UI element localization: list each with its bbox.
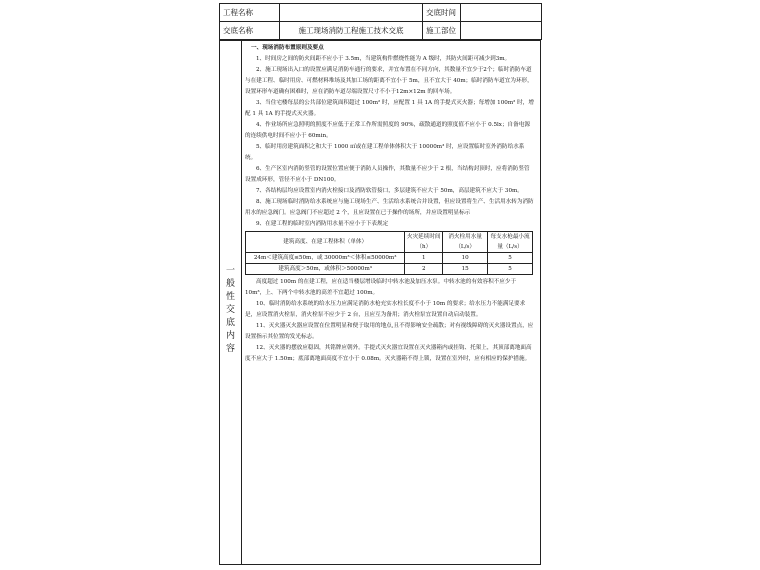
table-cell: 24m＜建筑高度≤50m，或 30000m³＜体积≤50000m³	[246, 253, 405, 264]
header-cell-building: 建筑高度、在建工程体积（单体）	[246, 232, 405, 253]
section-label-char: 交	[225, 305, 235, 315]
fire-water-table	[245, 231, 533, 275]
header-cell-hydrant-flow: 消火栓用水量（L/s）	[443, 232, 488, 253]
section-label-char: 底	[225, 318, 235, 328]
paragraph-1: 1、时间房之间的防火间距不应小于 3.5m，当建筑构件燃烧性能为 A 级时，其防火间距可减少到3m。	[256, 56, 511, 62]
header-cell-nozzle-flow: 每支水枪最小流量（L/s）	[488, 232, 533, 253]
table-cell: 1	[405, 253, 443, 264]
construction-part-label: 施工部位	[423, 22, 461, 40]
disclosure-body	[219, 40, 541, 565]
table-cell: 建筑高度＞50m，或体积＞50000m³	[246, 264, 405, 275]
section-label-char: 一	[225, 266, 235, 276]
header-cell-duration: 火灾延续时间（h）	[405, 232, 443, 253]
table-row	[246, 253, 533, 264]
paragraph-12: 11、灭火器灭火器应设置在位置明显和便于取用的地点,且不得影响安全疏散；对有视线障碍的灭火器设置点，应设置指示其位置的发光标志。	[245, 323, 534, 340]
disclosure-name-value: 施工现场消防工程施工技术交底	[280, 22, 423, 40]
paragraph-7: 7、各结构层均应设置室内消火栓接口及消防软管接口，多层建筑不应大于 50m，高层建筑不应大于 30m。	[256, 188, 523, 194]
section-label-column	[220, 41, 242, 564]
table-cell: 2	[405, 264, 443, 275]
paragraph-2: 2、施工现场出入口的设置应满足消防车通行的要求，并宜布置在不同方向，其数量不宜少于2个；临时消防车道与在建工程、临时用房、可燃材料堆场及其加工场的距离不宜小于 5m，且不宜大于 40m；临时消防车道宜为环形，设置环形车道确有困难时，应在消防车道尽端设置尺寸不小于12m×12m 的回车场。	[245, 67, 533, 95]
section-label-char: 般	[225, 279, 235, 289]
table-cell: 15	[443, 264, 488, 275]
section-label-char: 性	[225, 292, 235, 302]
paragraph-4: 4、作业场所应急照明的照度不应低于正常工作所需照度的 90%，疏散通道的照度值不应小于 0.5lx；自备电源的连续供电时间不应小于 60min。	[245, 122, 530, 139]
header-table	[219, 3, 542, 40]
table-cell: 5	[488, 264, 533, 275]
technical-disclosure-sheet	[219, 3, 541, 565]
content-heading: 一、现场消防布置原则及要点	[251, 45, 324, 51]
project-name-value	[280, 4, 423, 22]
section-label-char: 容	[225, 344, 235, 354]
paragraph-3: 3、当住宅楼每层的公共部位建筑面积超过 100m² 时，应配置 1 具 1A 的手提式灭火器；每增加 100m² 时，增配 1 具 1A 的手提式灭火器。	[245, 100, 534, 117]
paragraph-5: 5、临时用房建筑面积之和大于 1000 ㎡或在建工程单体体积大于 10000m³ 时，应设置临时室外消防给水系统。	[245, 144, 525, 161]
table-row	[246, 264, 533, 275]
disclosure-date-label: 交底时间	[423, 4, 461, 22]
paragraph-9: 9、在建工程的临时室内消防用水量不应小于下表规定	[256, 221, 389, 227]
section-label	[222, 265, 239, 356]
section-label-char: 内	[225, 331, 235, 341]
disclosure-content	[245, 43, 535, 365]
table-header-row	[246, 232, 533, 253]
paragraph-6: 6、生产区室内消防竖管的设置位置应便于消防人员操作，其数量不应少于 2 根，当结构封顶时，应将消防竖管设置成环形，管径不应小于 DN100。	[245, 166, 530, 183]
disclosure-name-label: 交底名称	[220, 22, 280, 40]
paragraph-13: 12、灭火器的摆放应稳固，其铭牌应朝外。手提式灭火器宜设置在灭火器箱内或挂钩、托架上，其顶部离地面高度不应大于 1.50m；底部离地面高度不宜小于 0.08m。灭火器箱不得上锁，设置在室外时，应有相应的保护措施。	[245, 345, 532, 362]
project-name-label: 工程名称	[220, 4, 280, 22]
table-cell: 10	[443, 253, 488, 264]
disclosure-date-value	[461, 4, 542, 22]
paragraph-8: 8、施工现场临时消防给水系统应与施工现场生产、生活给水系统合并设置，但应设置将生产、生活用水转为消防用水的应急阀门。应急阀门不应超过 2 个，且应设置在已于操作的场所，并应设置明显标示	[245, 199, 534, 216]
construction-part-value	[461, 22, 542, 40]
paragraph-10: 高度超过 100m 的在建工程，应在适当楼层增设临时中转水池及加压水泵。中转水池的有效容积不应少于 10m³，上、下两个中转水池的高差不宜超过 100m。	[245, 279, 517, 296]
paragraph-11: 10、临时消防给水系统的给水压力应满足消防水枪充实水柱长度不小于 10m 的要求；给水压力不能满足要求是，应设置消火栓泵，消火栓泵不应少于 2 台，且应互为备用；消火栓泵宜设置自动启动装置。	[245, 301, 526, 318]
table-cell: 5	[488, 253, 533, 264]
